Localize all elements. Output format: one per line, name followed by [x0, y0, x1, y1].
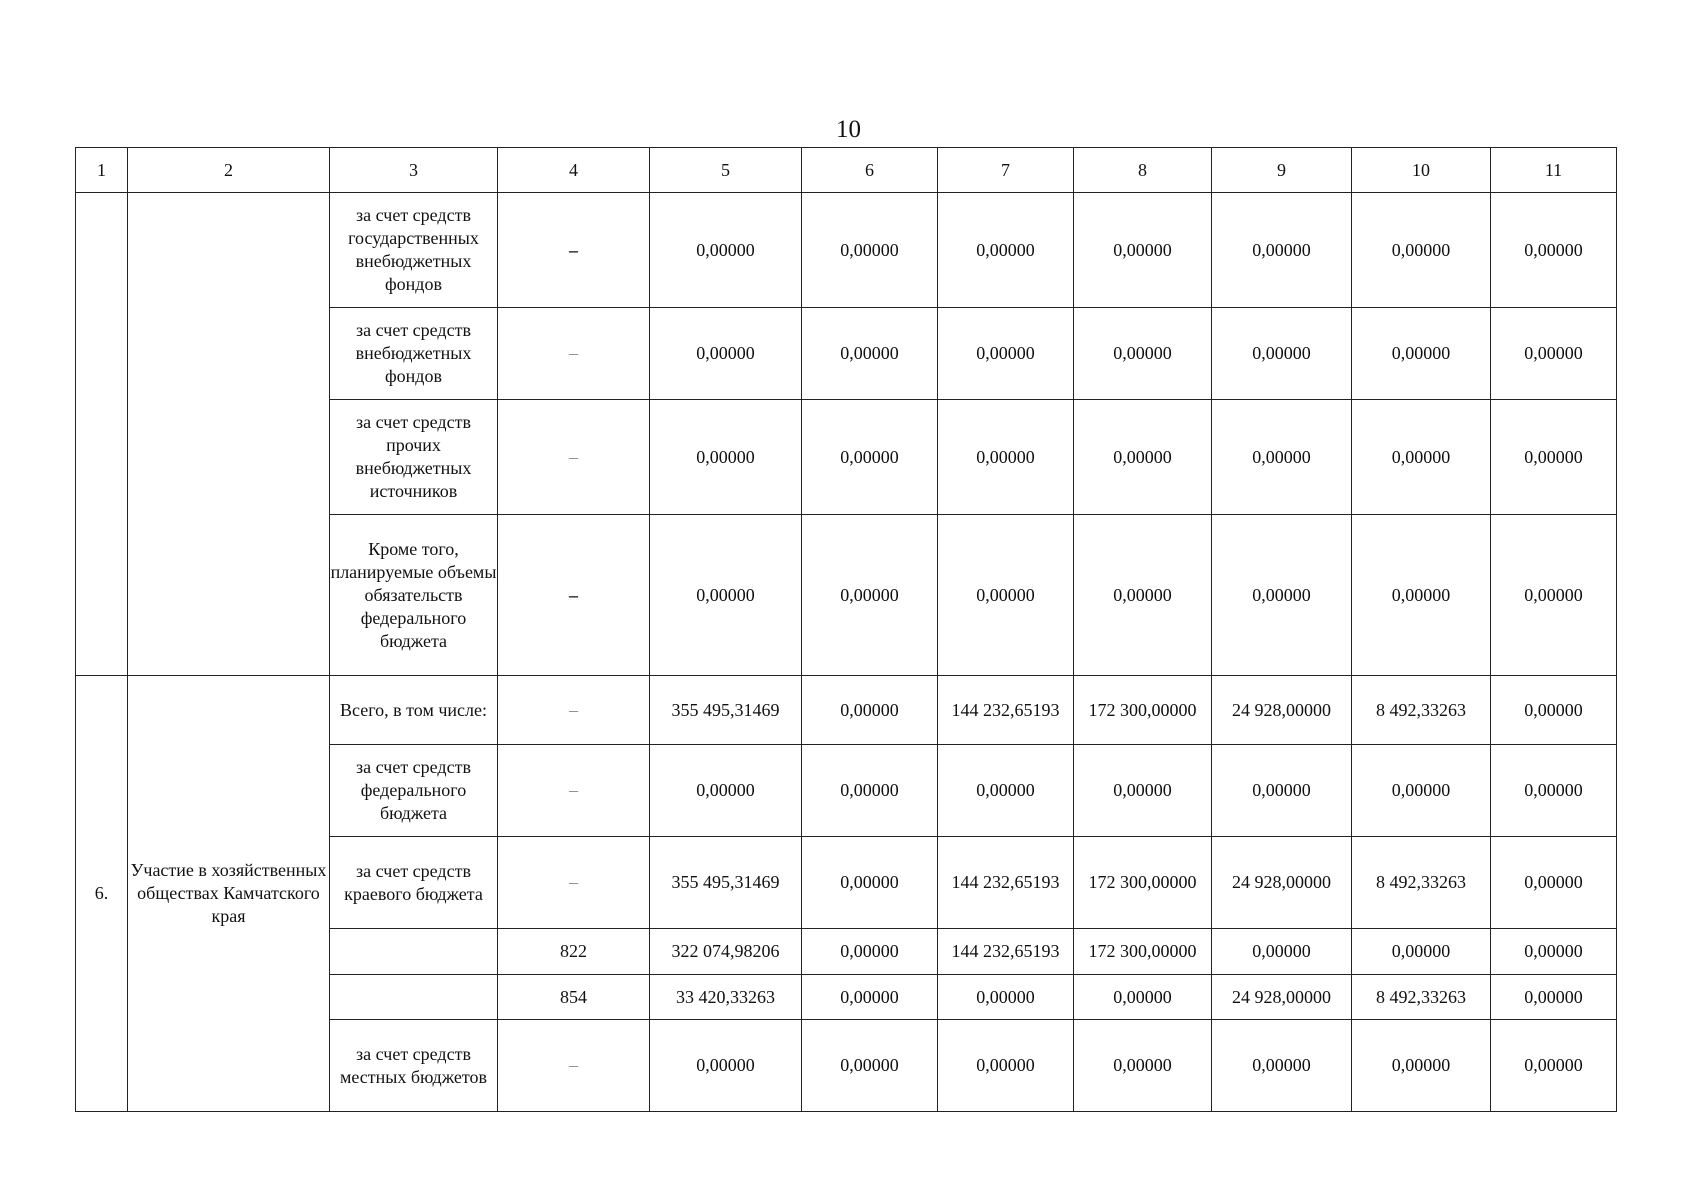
value-cell: 33 420,33263	[650, 975, 802, 1020]
funding-source-label: Кроме того, планируемые объемы обязательств федерального бюджета	[330, 515, 498, 676]
value-cell: 0,00000	[1491, 676, 1617, 745]
value-cell: 0,00000	[1074, 308, 1212, 400]
value-cell: 0,00000	[1074, 193, 1212, 308]
value-cell: 0,00000	[1212, 1020, 1352, 1112]
value-cell: 0,00000	[1212, 400, 1352, 515]
header-cell: 4	[498, 148, 650, 193]
header-cell: 8	[1074, 148, 1212, 193]
value-cell: 24 928,00000	[1212, 837, 1352, 929]
code-cell: –	[498, 308, 650, 400]
page-number: 10	[836, 116, 861, 143]
value-cell: 8 492,33263	[1352, 837, 1491, 929]
funding-source-label: за счет средств государственных внебюджетных фондов	[330, 193, 498, 308]
funding-source-label: Всего, в том числе:	[330, 676, 498, 745]
value-cell: 24 928,00000	[1212, 676, 1352, 745]
value-cell: 0,00000	[802, 515, 938, 676]
table-header-row	[76, 148, 1617, 193]
value-cell: 8 492,33263	[1352, 975, 1491, 1020]
value-cell: 0,00000	[802, 929, 938, 975]
code-cell: 822	[498, 929, 650, 975]
table-row	[76, 193, 1617, 308]
code-cell: –	[498, 1020, 650, 1112]
value-cell: 0,00000	[802, 745, 938, 837]
value-cell: 0,00000	[1352, 929, 1491, 975]
value-cell: 0,00000	[1352, 193, 1491, 308]
funding-source-label: за счет средств краевого бюджета	[330, 837, 498, 929]
value-cell: 0,00000	[1212, 745, 1352, 837]
funding-source-label: за счет средств местных бюджетов	[330, 1020, 498, 1112]
header-cell: 6	[802, 148, 938, 193]
header-cell: 10	[1352, 148, 1491, 193]
value-cell: 0,00000	[1074, 400, 1212, 515]
value-cell: 0,00000	[1212, 308, 1352, 400]
value-cell: 0,00000	[1491, 193, 1617, 308]
code-cell: –	[498, 676, 650, 745]
value-cell: 0,00000	[1074, 745, 1212, 837]
value-cell: 0,00000	[1491, 400, 1617, 515]
header-cell: 1	[76, 148, 128, 193]
value-cell: 0,00000	[802, 975, 938, 1020]
funding-source-label: за счет средств прочих внебюджетных источников	[330, 400, 498, 515]
value-cell: 144 232,65193	[938, 676, 1074, 745]
value-cell: 0,00000	[1491, 837, 1617, 929]
value-cell: 144 232,65193	[938, 837, 1074, 929]
funding-source-label	[330, 975, 498, 1020]
value-cell: 0,00000	[802, 308, 938, 400]
table-row	[76, 676, 1617, 745]
value-cell: 355 495,31469	[650, 837, 802, 929]
value-cell: 172 300,00000	[1074, 929, 1212, 975]
code-cell: –	[498, 400, 650, 515]
value-cell: 0,00000	[1491, 929, 1617, 975]
value-cell: 0,00000	[1491, 308, 1617, 400]
code-cell: –	[498, 837, 650, 929]
value-cell: 0,00000	[650, 308, 802, 400]
value-cell: 0,00000	[1352, 515, 1491, 676]
value-cell: 355 495,31469	[650, 676, 802, 745]
row-number-cell	[76, 193, 128, 676]
value-cell: 0,00000	[1491, 1020, 1617, 1112]
value-cell: 0,00000	[650, 1020, 802, 1112]
value-cell: 0,00000	[1212, 193, 1352, 308]
row-number-cell: 6.	[76, 676, 128, 1112]
value-cell: 0,00000	[938, 515, 1074, 676]
value-cell: 0,00000	[1352, 745, 1491, 837]
value-cell: 0,00000	[650, 400, 802, 515]
row-title-cell	[128, 193, 330, 676]
value-cell: 172 300,00000	[1074, 837, 1212, 929]
value-cell: 0,00000	[1074, 1020, 1212, 1112]
code-cell: –	[498, 515, 650, 676]
funding-source-label: за счет средств внебюджетных фондов	[330, 308, 498, 400]
value-cell: 0,00000	[802, 193, 938, 308]
row-title-cell: Участие в хозяйственных обществах Камчатского края	[128, 676, 330, 1112]
code-cell: –	[498, 193, 650, 308]
value-cell: 0,00000	[938, 745, 1074, 837]
value-cell: 0,00000	[1491, 515, 1617, 676]
value-cell: 0,00000	[938, 400, 1074, 515]
value-cell: 0,00000	[1074, 515, 1212, 676]
funding-source-label	[330, 929, 498, 975]
value-cell: 0,00000	[1074, 975, 1212, 1020]
value-cell: 0,00000	[1352, 400, 1491, 515]
value-cell: 322 074,98206	[650, 929, 802, 975]
code-cell: –	[498, 745, 650, 837]
code-cell: 854	[498, 975, 650, 1020]
value-cell: 0,00000	[938, 1020, 1074, 1112]
header-cell: 5	[650, 148, 802, 193]
value-cell: 0,00000	[938, 193, 1074, 308]
value-cell: 0,00000	[938, 975, 1074, 1020]
value-cell: 0,00000	[1491, 745, 1617, 837]
value-cell: 0,00000	[1352, 1020, 1491, 1112]
value-cell: 0,00000	[1212, 515, 1352, 676]
header-cell: 9	[1212, 148, 1352, 193]
value-cell: 172 300,00000	[1074, 676, 1212, 745]
value-cell: 0,00000	[1352, 308, 1491, 400]
budget-table	[75, 147, 1617, 1112]
header-cell: 2	[128, 148, 330, 193]
header-cell: 7	[938, 148, 1074, 193]
value-cell: 8 492,33263	[1352, 676, 1491, 745]
header-cell: 11	[1491, 148, 1617, 193]
value-cell: 144 232,65193	[938, 929, 1074, 975]
value-cell: 0,00000	[802, 837, 938, 929]
value-cell: 0,00000	[650, 745, 802, 837]
value-cell: 0,00000	[802, 1020, 938, 1112]
value-cell: 0,00000	[802, 400, 938, 515]
value-cell: 0,00000	[650, 193, 802, 308]
value-cell: 24 928,00000	[1212, 975, 1352, 1020]
value-cell: 0,00000	[650, 515, 802, 676]
funding-source-label: за счет средств федерального бюджета	[330, 745, 498, 837]
value-cell: 0,00000	[1212, 929, 1352, 975]
header-cell: 3	[330, 148, 498, 193]
value-cell: 0,00000	[1491, 975, 1617, 1020]
value-cell: 0,00000	[802, 676, 938, 745]
value-cell: 0,00000	[938, 308, 1074, 400]
